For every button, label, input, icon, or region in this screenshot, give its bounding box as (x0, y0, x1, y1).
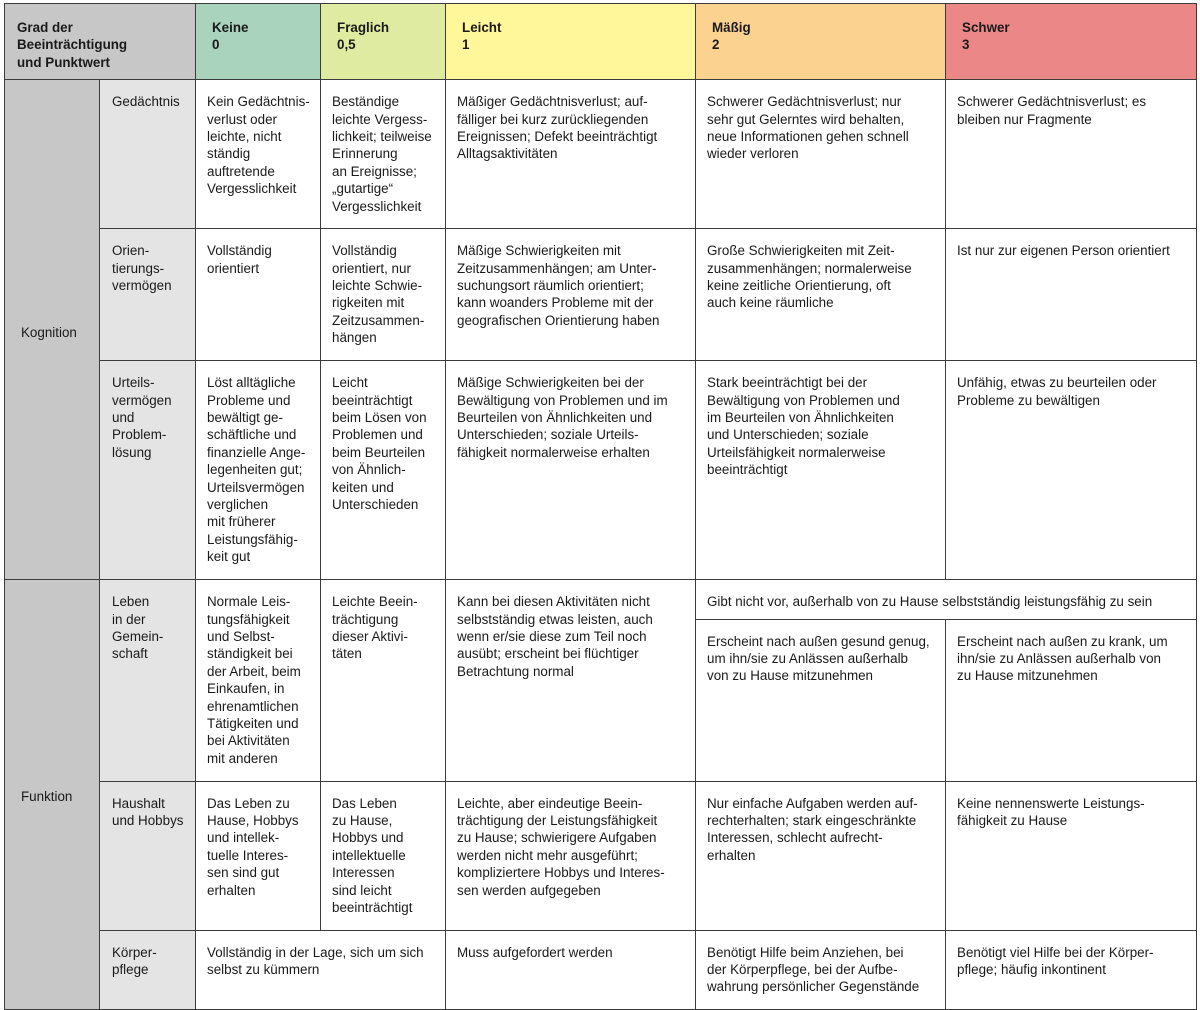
cell-none: Kein Gedächtnis- verlust oder leichte, nicht ständig auftretende Vergesslichkeit (196, 80, 321, 229)
cell-mild: Mäßige Schwierigkeiten bei der Bewältigung von Problemen und im Beurteilen von Ähnlichkeiten und Unterschieden; soziale Urteils- fähigkeit normalerweise erhalten (446, 361, 696, 580)
cell-moderate: Erscheint nach außen gesund genug, um ihn/sie zu Anlässen außerhalb von zu Hause mitzunehmen (696, 619, 946, 781)
cell-moderate-severe-shared: Gibt nicht vor, außerhalb von zu Hause selbstständig leistungsfähig zu sein (696, 580, 1197, 619)
category-orientierung: Orien- tierungs- vermögen (100, 229, 196, 361)
category-gemeinschaft: Leben in der Gemein- schaft (100, 580, 196, 781)
domain-kognition: Kognition (5, 80, 100, 580)
level-header-moderate (696, 4, 946, 80)
cell-mild: Mäßiger Gedächtnisverlust; auf- fälliger bei kurz zurückliegenden Ereignissen; Defekt beeinträchtigt Alltagsaktivitäten (446, 80, 696, 229)
level-score: 1 (462, 37, 470, 53)
cell-moderate: Stark beeinträchtigt bei der Bewältigung von Problemen und im Beurteilen von Ähnlichkeiten und Unterschieden; soziale Urteilsfähigkeit normalerweise beeinträchtigt (696, 361, 946, 580)
cell-moderate: Benötigt Hilfe beim Anziehen, bei der Körperpflege, bei der Aufbe- wahrung persönlicher Gegenstände (696, 930, 946, 1009)
row-orientierung (5, 229, 1197, 361)
level-score: 0,5 (337, 37, 356, 53)
cell-none: Normale Leis- tungsfähigkeit und Selbst- ständigkeit bei der Arbeit, beim Einkaufen, in ehrenamtlichen Tätigkeiten und bei Aktivitäten mit anderen (196, 580, 321, 781)
row-koerperpflege (5, 930, 1197, 1009)
category-haushalt: Haushalt und Hobbys (100, 781, 196, 930)
cell-questionable: Das Leben zu Hause, Hobbys und intellektuelle Interessen sind leicht beeinträchtigt (321, 781, 446, 930)
level-name: Leicht (462, 20, 502, 35)
category-gedaechtnis: Gedächtnis (100, 80, 196, 229)
cell-none: Das Leben zu Hause, Hobbys und intellek- tuelle Interes- sen sind gut erhalten (196, 781, 321, 930)
row-gedaechtnis (5, 80, 1197, 229)
category-koerperpflege: Körper- pflege (100, 930, 196, 1009)
level-header-mild (446, 4, 696, 80)
cell-severe: Unfähig, etwas zu beurteilen oder Probleme zu bewältigen (946, 361, 1197, 580)
cell-moderate: Große Schwierigkeiten mit Zeit- zusammenhängen; normalerweise keine zeitliche Orientierung, oft auch keine räumliche (696, 229, 946, 361)
cell-severe: Benötigt viel Hilfe bei der Körper- pflege; häufig inkontinent (946, 930, 1197, 1009)
level-name: Fraglich (337, 20, 390, 35)
cell-none: Löst alltägliche Probleme und bewältigt ge- schäftliche und finanzielle Ange- legenheiten gut; Urteilsvermögen verglichen mit früherer Leistungsfähig- keit gut (196, 361, 321, 580)
cell-questionable: Leicht beeinträchtigt beim Lösen von Problemen und beim Beurteilen von Ähnlich- keiten und Unterschieden (321, 361, 446, 580)
cell-severe: Ist nur zur eigenen Person orientiert (946, 229, 1197, 361)
cell-moderate: Schwerer Gedächtnisverlust; nur sehr gut Gelerntes wird behalten, neue Informationen gehen schnell wieder verloren (696, 80, 946, 229)
cell-questionable: Vollständig orientiert, nur leichte Schwie- rigkeiten mit Zeitzusammen- hängen (321, 229, 446, 361)
level-header-questionable (321, 4, 446, 80)
cell-moderate: Nur einfache Aufgaben werden auf- rechterhalten; stark eingeschränkte Interessen, schlecht aufrecht- erhalten (696, 781, 946, 930)
cell-severe: Erscheint nach außen zu krank, um ihn/sie zu Anlässen außerhalb von zu Hause mitzunehmen (946, 619, 1197, 781)
cell-questionable: Beständige leichte Vergess- lichkeit; teilweise Erinnerung an Ereignisse; „gutartige“ Vergesslichkeit (321, 80, 446, 229)
row-haushalt (5, 781, 1197, 930)
level-header-severe (946, 4, 1197, 80)
cell-none: Vollständig orientiert (196, 229, 321, 361)
cell-questionable: Leichte Beein- trächtigung dieser Aktivi- täten (321, 580, 446, 781)
cell-severe: Keine nennenswerte Leistungs- fähigkeit zu Hause (946, 781, 1197, 930)
level-score: 0 (212, 37, 220, 53)
cdr-rating-table (4, 3, 1197, 1010)
level-header-none (196, 4, 321, 80)
cell-mild: Leichte, aber eindeutige Beein- trächtigung der Leistungsfähigkeit zu Hause; schwierigere Aufgaben werden nicht mehr ausgeführt; kompliziertere Hobbys und Interes- sen werden aufgegeben (446, 781, 696, 930)
domain-funktion: Funktion (5, 580, 100, 1009)
level-name: Schwer (962, 20, 1010, 35)
header-corner-label: Grad der Beeinträchtigung und Punktwert (5, 4, 196, 80)
cell-mild: Mäßige Schwierigkeiten mit Zeitzusammenhängen; am Unter- suchungsort räumlich orientiert; kann woanders Probleme mit der geografischen Orientierung haben (446, 229, 696, 361)
row-gemeinschaft (5, 580, 1197, 619)
cell-severe: Schwerer Gedächtnisverlust; es bleiben nur Fragmente (946, 80, 1197, 229)
level-name: Keine (212, 20, 249, 35)
cell-mild: Kann bei diesen Aktivitäten nicht selbstständig etwas leisten, auch wenn er/sie diese zum Teil noch ausübt; erscheint bei flüchtiger Betrachtung normal (446, 580, 696, 781)
cell-mild: Muss aufgefordert werden (446, 930, 696, 1009)
level-score: 3 (962, 37, 970, 53)
header-row (5, 4, 1197, 80)
cell-none-questionable-shared: Vollständig in der Lage, sich um sich selbst zu kümmern (196, 930, 446, 1009)
row-urteilsvermoegen (5, 361, 1197, 580)
level-score: 2 (712, 37, 720, 53)
level-name: Mäßig (712, 20, 751, 35)
category-urteilsvermoegen: Urteils- vermögen und Problem- lösung (100, 361, 196, 580)
